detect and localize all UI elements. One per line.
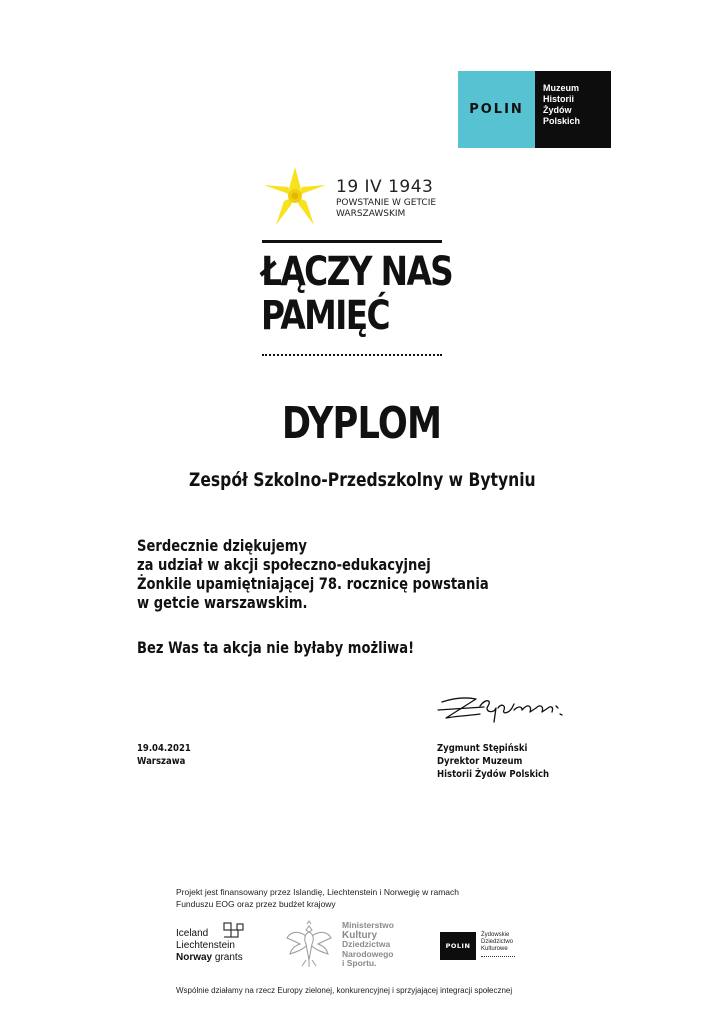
polin-museum-logo [458,71,611,148]
issue-date: 19.04.2021 [137,743,191,754]
polin-logo-brand: POLIN [469,102,524,117]
polin-logo-line: Muzeum [543,83,579,93]
ministry-line: Dziedzictwa [342,939,391,949]
campaign-slogan [261,250,452,338]
zdk-line: Dziedzictwo [481,939,514,945]
polin-logo-mark [458,71,535,148]
header-rule [262,240,442,243]
funding-line: Projekt jest finansowany przez Islandię, Liechtenstein i Norwegię w ramach [176,887,459,897]
signer-line: Zygmunt Stępiński [437,743,528,754]
grants-norway: Norway [176,952,213,963]
polish-eagle-emblem-icon [284,920,334,970]
grants-line [176,952,243,964]
polin-logo-line: Polskich [543,116,581,126]
funding-note [176,886,459,910]
grants-line: Iceland [176,928,209,939]
zdk-dotted-divider [481,956,515,957]
slogan-line: PAMIĘĆ [261,293,389,339]
polin-logo-line: Żydów [543,105,572,115]
signer-line: Dyrektor Muzeum [437,756,523,767]
uprising-date: 19 IV 1943 [336,177,434,197]
funding-line: Funduszu EOG oraz przez budżet krajowy [176,899,336,909]
thanks-line: w getcie warszawskim. [137,593,308,612]
closing-sentence: Bez Was ta akcja nie byłaby możliwa! [137,638,415,657]
ministry-line: i Sportu. [342,958,377,968]
uprising-caption-line: POWSTANIE W GETCIE [336,198,437,208]
ministry-line: Ministerstwo [342,920,394,930]
diploma-recipient-text: Zespół Szkolno-Przedszkolny w Bytyniu [188,469,536,491]
diploma-title [0,398,724,449]
eea-grants-mark-icon [222,921,246,943]
slogan-line: ŁĄCZY NAS [261,249,453,295]
polin-logo-line: Historii [543,94,575,104]
thanks-line: Serdecznie dziękujemy [137,536,307,555]
zdk-line: Kulturowe [481,946,508,952]
uprising-caption [336,198,436,220]
daffodil-icon [262,165,328,227]
diploma-title-text: DYPLOM [282,398,442,449]
diploma-recipient [0,469,724,491]
issue-date-place [137,742,191,768]
uprising-caption-line: WARSZAWSKIM [336,209,406,219]
ministry-line: Narodowego [342,948,394,959]
grants-word: grants [214,952,243,963]
ministry-line: Kultury [342,929,377,941]
jewish-heritage-logo [481,932,513,953]
polin-logo-text [535,71,611,148]
thanks-line: za udział w akcji społeczno-edukacyjnej [137,555,431,574]
signer-block [437,742,549,781]
grants-line: Liechtenstein [176,940,235,951]
issue-place: Warszawa [137,756,186,767]
thanks-paragraph [137,536,489,612]
polin-small-logo: POLIN [440,932,476,960]
ministry-of-culture-logo [342,921,394,969]
thanks-line: Żonkile upamiętniającej 78. rocznicę powstania [137,574,489,593]
zdk-line: Żydowskie [481,932,510,938]
handwritten-signature [436,692,576,728]
signer-line: Historii Żydów Polskich [437,769,550,780]
footer-tagline: Wspólnie działamy na rzecz Europy zielonej, konkurencyjnej i sprzyjającej integracji społecznej [176,986,513,995]
slogan-dotted-divider [262,354,442,356]
